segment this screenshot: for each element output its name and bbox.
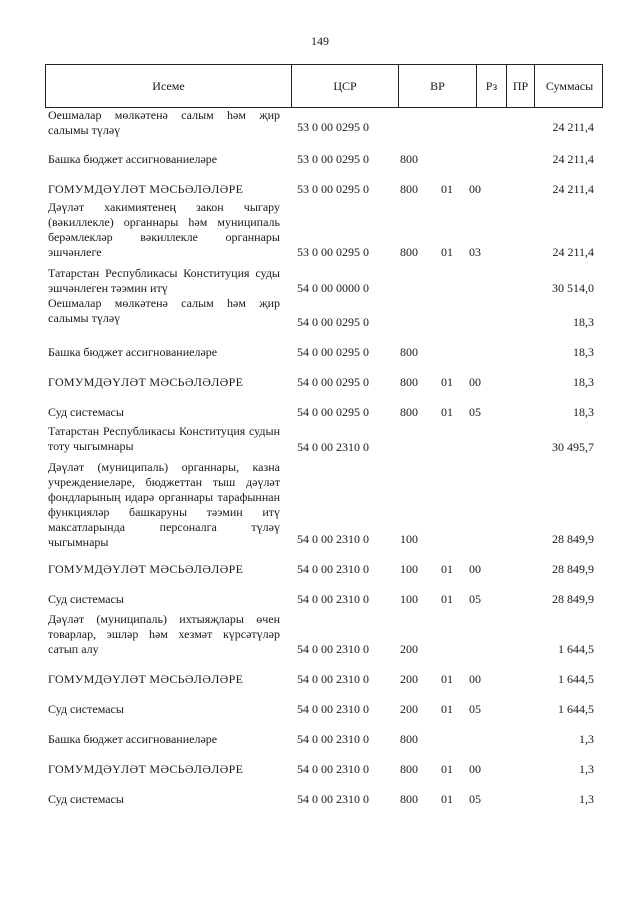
row-pr: 00 [469, 562, 481, 576]
row-sum: 28 849,9 [552, 532, 594, 546]
row-name: Оешмалар мөлкәтенә салым һәм җир салымы түләү [48, 296, 280, 325]
row-sum: 30 514,0 [552, 281, 594, 295]
row-pr: 05 [469, 702, 481, 716]
row-vr: 100 [400, 562, 418, 576]
row-sum: 30 495,7 [552, 440, 594, 454]
row-rz: 01 [441, 182, 453, 196]
row-csr: 54 0 00 0295 0 [297, 345, 369, 359]
row-rz: 01 [441, 405, 453, 419]
row-sum: 1 644,5 [558, 672, 594, 686]
table-header [45, 64, 603, 108]
row-vr: 200 [400, 642, 418, 656]
row-csr: 54 0 00 2310 0 [297, 592, 369, 606]
row-csr: 54 0 00 2310 0 [297, 532, 369, 546]
row-csr: 54 0 00 2310 0 [297, 440, 369, 454]
header-sum: Суммасы [534, 65, 604, 107]
row-vr: 200 [400, 672, 418, 686]
row-vr: 800 [400, 152, 418, 166]
header-pr: ПР [506, 65, 534, 107]
row-name: Суд системасы [48, 592, 124, 606]
row-name: Башка бюджет ассигнованиеләре [48, 732, 218, 746]
row-pr: 00 [469, 182, 481, 196]
row-sum: 24 211,4 [552, 120, 594, 134]
row-name: Татарстан Республикасы Конституция судын тоту чыгымнары [48, 424, 280, 453]
row-csr: 54 0 00 2310 0 [297, 762, 369, 776]
row-name: Башка бюджет ассигнованиеләре [48, 152, 218, 166]
row-pr: 00 [469, 762, 481, 776]
row-sum: 1 644,5 [558, 642, 594, 656]
row-rz: 01 [441, 562, 453, 576]
row-rz: 01 [441, 762, 453, 776]
row-name: Дәүләт (муниципаль) ихтыяҗлары өчен товарлар, эшләр һәм хезмәт күрсәтүләр сатып алу [48, 612, 280, 656]
row-pr: 00 [469, 375, 481, 389]
row-csr: 54 0 00 2310 0 [297, 702, 369, 716]
row-name: ГОМУМДӘҮЛӘТ МӘСЬӘЛӘЛӘРЕ [48, 562, 244, 576]
row-sum: 18,3 [573, 315, 594, 329]
header-rz: Рз [476, 65, 506, 107]
row-sum: 18,3 [573, 405, 594, 419]
row-vr: 200 [400, 702, 418, 716]
row-name: Дәүләт (муниципаль) органнары, казна учреждениеләре, бюджеттан тыш дәүләт фондларының идарә органнары тарафыннан функцияләр башкаруны тәэмин итү максатларында персоналга түләү чыгымнары [48, 460, 280, 549]
row-sum: 24 211,4 [552, 182, 594, 196]
row-sum: 1 644,5 [558, 702, 594, 716]
row-csr: 53 0 00 0295 0 [297, 245, 369, 259]
row-rz: 01 [441, 245, 453, 259]
row-name: Суд системасы [48, 702, 124, 716]
page-number: 149 [311, 34, 329, 48]
row-name: Татарстан Республикасы Конституция суды эшчәнлеген тәэмин итү [48, 266, 280, 295]
row-sum: 24 211,4 [552, 245, 594, 259]
row-rz: 01 [441, 592, 453, 606]
row-name: ГОМУМДӘҮЛӘТ МӘСЬӘЛӘЛӘРЕ [48, 375, 244, 389]
row-sum: 1,3 [579, 732, 594, 746]
row-csr: 54 0 00 2310 0 [297, 672, 369, 686]
row-csr: 53 0 00 0295 0 [297, 182, 369, 196]
row-sum: 24 211,4 [552, 152, 594, 166]
header-vr: ВР [398, 65, 476, 107]
row-rz: 01 [441, 792, 453, 806]
row-csr: 54 0 00 0295 0 [297, 375, 369, 389]
row-name: ГОМУМДӘҮЛӘТ МӘСЬӘЛӘЛӘРЕ [48, 182, 244, 196]
row-sum: 1,3 [579, 792, 594, 806]
row-vr: 800 [400, 762, 418, 776]
row-csr: 53 0 00 0295 0 [297, 152, 369, 166]
row-sum: 18,3 [573, 375, 594, 389]
row-csr: 54 0 00 0000 0 [297, 281, 369, 295]
row-csr: 53 0 00 0295 0 [297, 120, 369, 134]
row-name: ГОМУМДӘҮЛӘТ МӘСЬӘЛӘЛӘРЕ [48, 672, 244, 686]
row-rz: 01 [441, 375, 453, 389]
row-name: Дәүләт хакимиятенең закон чыгару (вәкиллекле) органнары һәм муниципаль берәмлекләр вәкиллекле органнары эшчәнлеге [48, 200, 280, 259]
row-vr: 800 [400, 345, 418, 359]
row-csr: 54 0 00 2310 0 [297, 562, 369, 576]
row-name: Суд системасы [48, 405, 124, 419]
row-vr: 100 [400, 592, 418, 606]
row-csr: 54 0 00 0295 0 [297, 405, 369, 419]
header-csr: ЦСР [291, 65, 398, 107]
row-pr: 03 [469, 245, 481, 259]
row-vr: 800 [400, 375, 418, 389]
row-vr: 800 [400, 182, 418, 196]
row-sum: 1,3 [579, 762, 594, 776]
row-vr: 800 [400, 792, 418, 806]
row-name: Башка бюджет ассигнованиеләре [48, 345, 218, 359]
row-vr: 100 [400, 532, 418, 546]
row-sum: 18,3 [573, 345, 594, 359]
row-name: ГОМУМДӘҮЛӘТ МӘСЬӘЛӘЛӘРЕ [48, 762, 244, 776]
row-csr: 54 0 00 2310 0 [297, 792, 369, 806]
row-vr: 800 [400, 245, 418, 259]
row-vr: 800 [400, 732, 418, 746]
row-sum: 28 849,9 [552, 562, 594, 576]
row-sum: 28 849,9 [552, 592, 594, 606]
row-rz: 01 [441, 672, 453, 686]
row-csr: 54 0 00 0295 0 [297, 315, 369, 329]
row-pr: 05 [469, 792, 481, 806]
row-pr: 00 [469, 672, 481, 686]
row-csr: 54 0 00 2310 0 [297, 642, 369, 656]
header-name: Исеме [152, 78, 185, 93]
row-name: Оешмалар мөлкәтенә салым һәм җир салымы түләү [48, 108, 280, 137]
row-csr: 54 0 00 2310 0 [297, 732, 369, 746]
row-rz: 01 [441, 702, 453, 716]
row-pr: 05 [469, 405, 481, 419]
row-vr: 800 [400, 405, 418, 419]
row-pr: 05 [469, 592, 481, 606]
row-name: Суд системасы [48, 792, 124, 806]
